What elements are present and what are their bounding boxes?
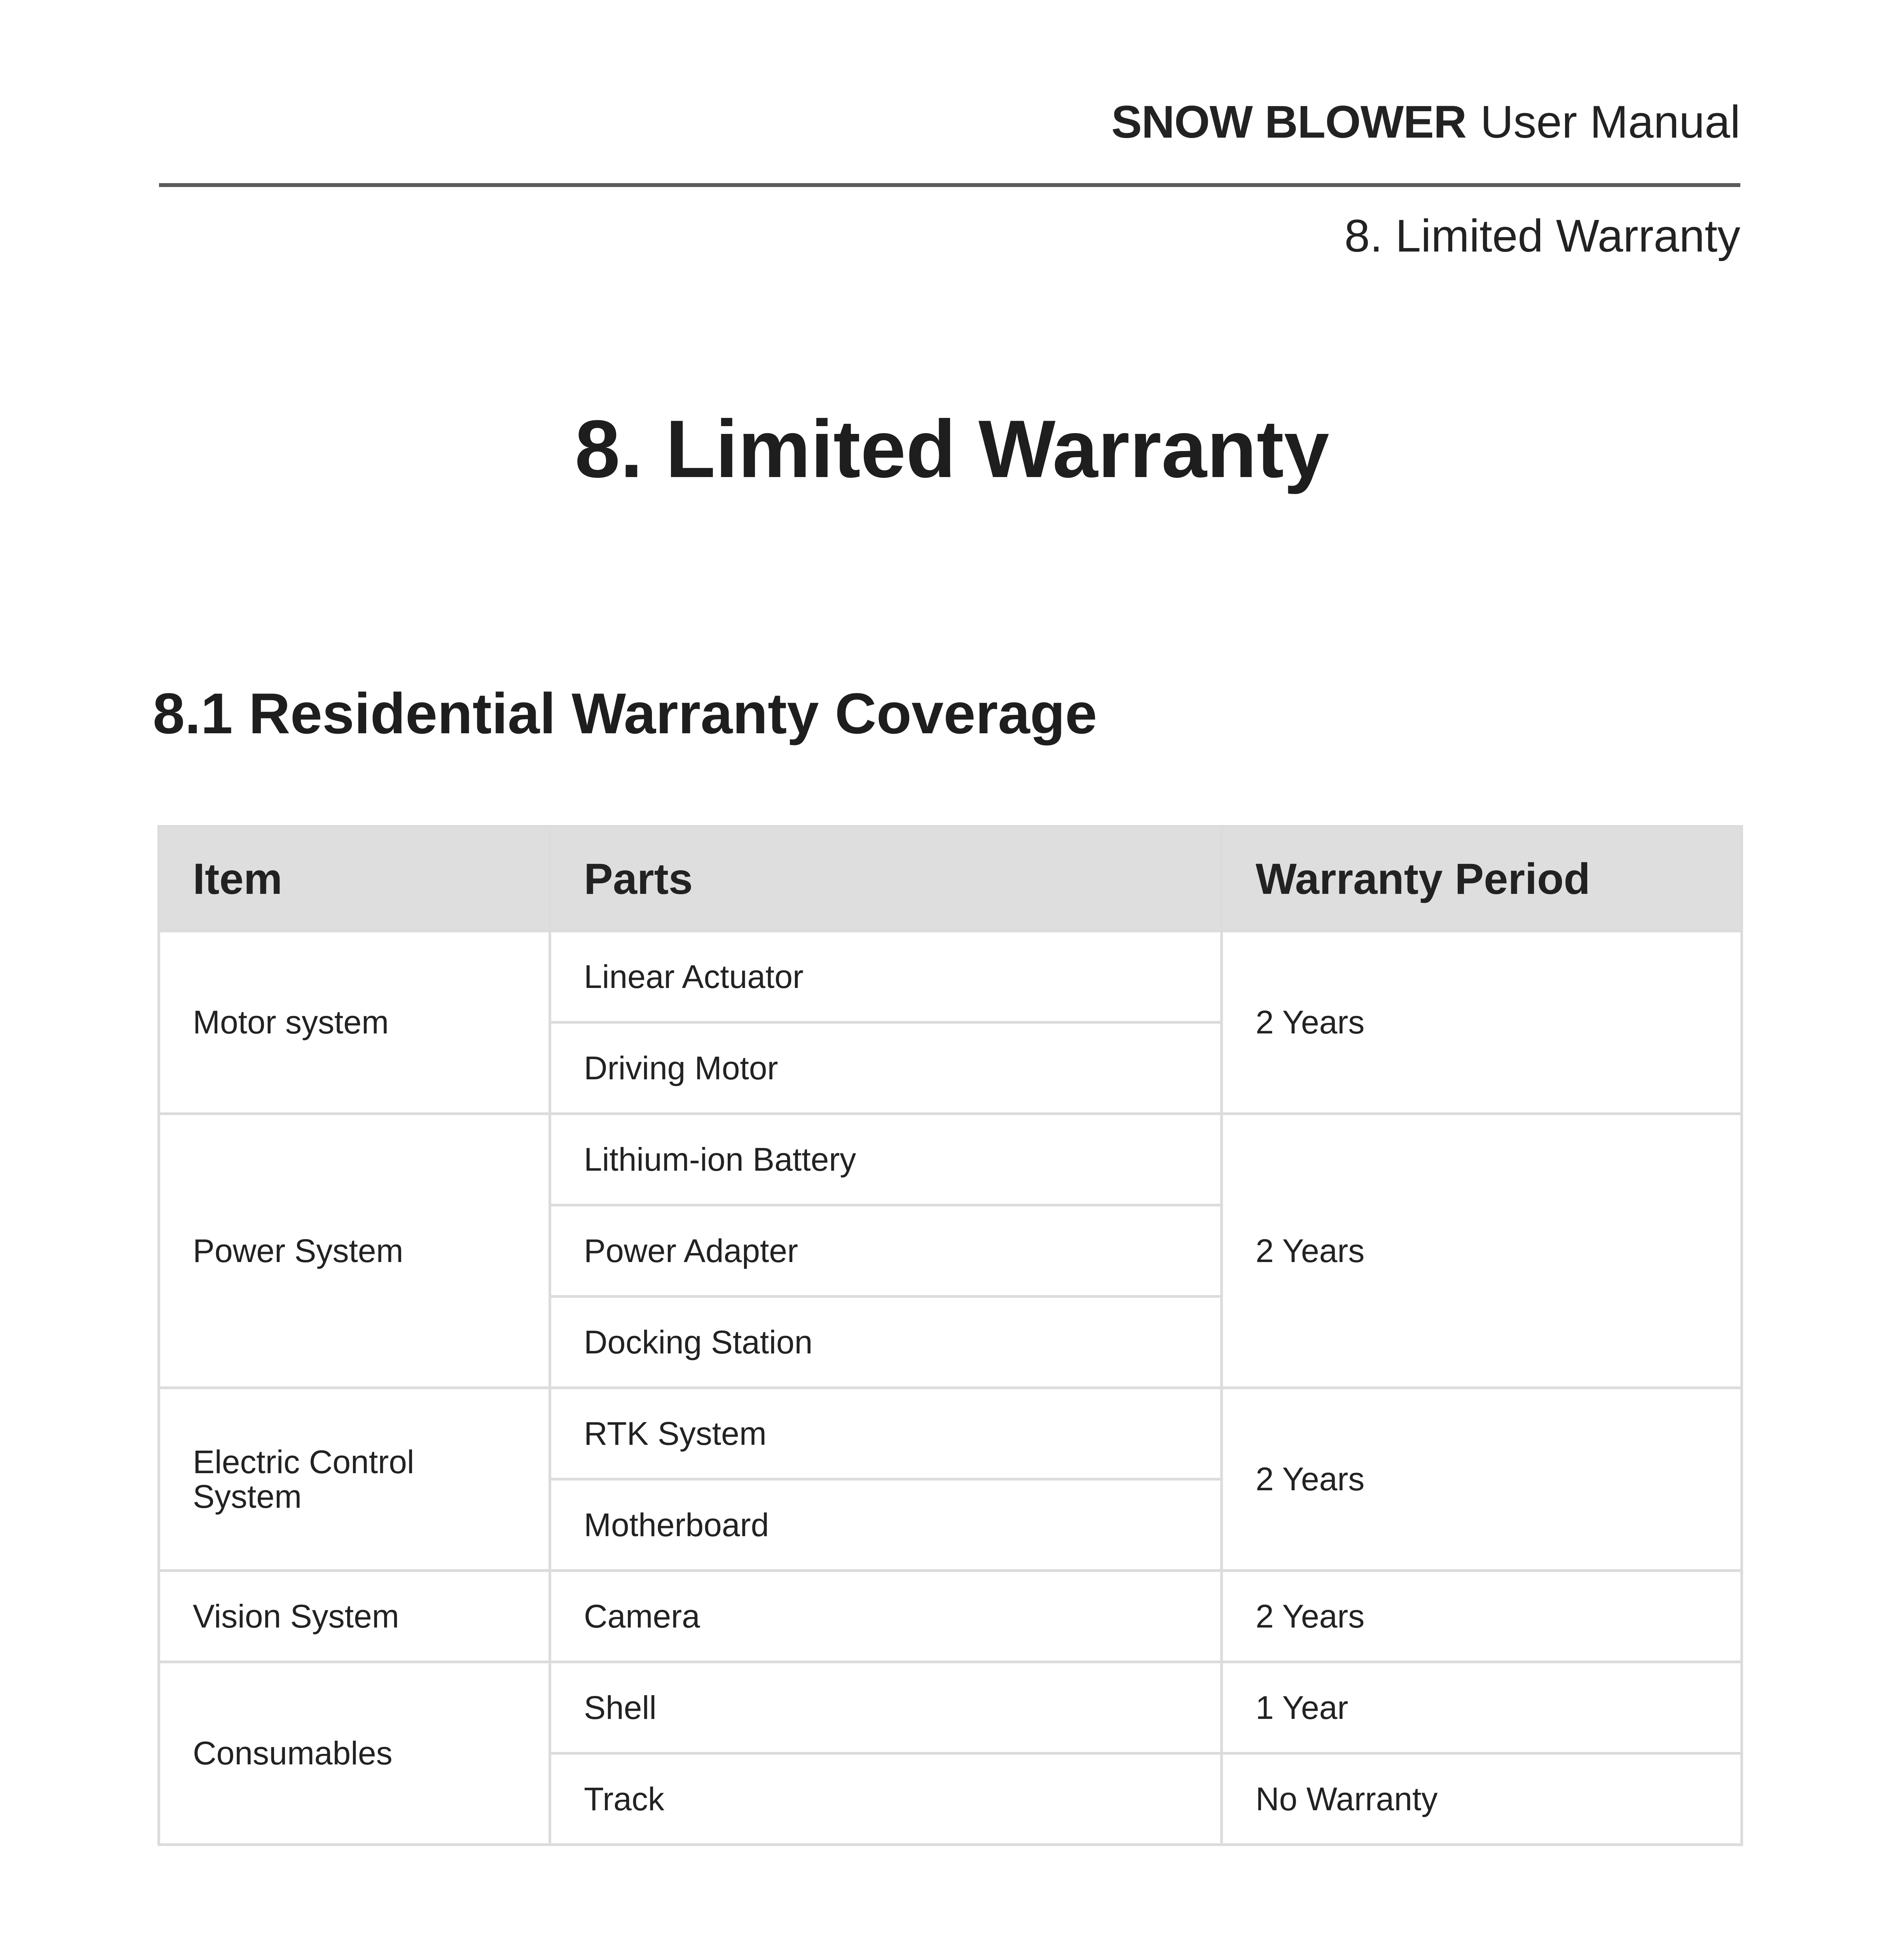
part-cell: Lithium-ion Battery <box>550 1114 1222 1205</box>
part-cell: Power Adapter <box>550 1205 1222 1297</box>
period-cell: 2 Years <box>1222 931 1742 1114</box>
column-header-warranty-period: Warranty Period <box>1222 827 1742 931</box>
warranty-table <box>157 825 1743 1846</box>
item-cell-motor-system: Motor system <box>159 931 550 1114</box>
table-row <box>159 931 1742 1023</box>
item-cell-power-system: Power System <box>159 1114 550 1388</box>
item-cell-consumables: Consumables <box>159 1662 550 1845</box>
item-cell-vision-system: Vision System <box>159 1571 550 1662</box>
period-cell: No Warranty <box>1222 1753 1742 1845</box>
section-title: 8.1 Residential Warranty Coverage <box>153 682 1097 746</box>
column-header-parts: Parts <box>550 827 1222 931</box>
running-header <box>1111 96 1740 148</box>
period-cell: 1 Year <box>1222 1662 1742 1753</box>
chapter-title: 8. Limited Warranty <box>575 403 1329 495</box>
header-brand: SNOW BLOWER <box>1111 96 1467 148</box>
table-header-row <box>159 827 1742 931</box>
part-cell: Camera <box>550 1571 1222 1662</box>
item-cell-electric-control-system: Electric Control System <box>159 1388 550 1571</box>
column-header-item: Item <box>159 827 550 931</box>
period-cell: 2 Years <box>1222 1388 1742 1571</box>
part-cell: Track <box>550 1753 1222 1845</box>
period-cell: 2 Years <box>1222 1571 1742 1662</box>
part-cell: Shell <box>550 1662 1222 1753</box>
header-divider <box>159 183 1740 187</box>
header-manual-label: User Manual <box>1480 96 1740 148</box>
part-cell: Docking Station <box>550 1297 1222 1388</box>
table-row <box>159 1388 1742 1479</box>
period-cell: 2 Years <box>1222 1114 1742 1388</box>
part-cell: Motherboard <box>550 1479 1222 1571</box>
part-cell: RTK System <box>550 1388 1222 1479</box>
table-row <box>159 1662 1742 1753</box>
table-row <box>159 1571 1742 1662</box>
part-cell: Driving Motor <box>550 1023 1222 1114</box>
table-row <box>159 1114 1742 1205</box>
part-cell: Linear Actuator <box>550 931 1222 1023</box>
header-section-label: 8. Limited Warranty <box>1344 210 1740 262</box>
